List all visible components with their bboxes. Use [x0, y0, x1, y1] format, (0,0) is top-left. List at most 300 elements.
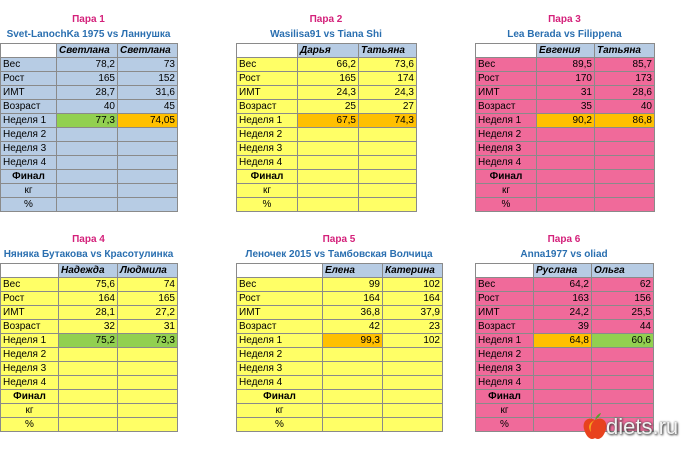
value-cell[interactable] [323, 404, 383, 418]
value-cell[interactable] [537, 142, 595, 156]
table-row [1, 58, 178, 72]
value-cell[interactable]: 44 [592, 320, 654, 334]
pair-label: Пара 5 [322, 234, 356, 245]
row-label: Вес [1, 278, 59, 292]
value-cell[interactable] [298, 142, 359, 156]
value-cell[interactable]: 31 [118, 320, 178, 334]
table-row [237, 334, 443, 348]
pair-title: Lea Berada vs Filippena [507, 29, 622, 40]
table-row [1, 334, 178, 348]
row-label: Неделя 3 [237, 362, 323, 376]
value-cell[interactable] [57, 156, 118, 170]
table-row [476, 348, 654, 362]
value-cell[interactable]: 165 [118, 292, 178, 306]
pair-label: Пара 3 [548, 14, 581, 25]
value-cell[interactable]: 40 [595, 100, 655, 114]
value-cell[interactable] [57, 170, 118, 184]
table-header-row [1, 44, 178, 58]
value-cell[interactable]: 73,3 [118, 334, 178, 348]
value-cell[interactable] [592, 376, 654, 390]
table-header-row [1, 264, 178, 278]
participant-name: Дарья [298, 44, 359, 58]
value-cell[interactable] [383, 418, 443, 432]
table-row [1, 72, 178, 86]
value-cell[interactable] [383, 376, 443, 390]
table-row [1, 156, 178, 170]
table-header-row [237, 44, 417, 58]
value-cell[interactable]: 173 [595, 72, 655, 86]
value-cell[interactable]: 90,2 [537, 114, 595, 128]
table-row [237, 58, 417, 72]
value-cell[interactable]: 102 [383, 334, 443, 348]
value-cell[interactable]: 74,05 [118, 114, 178, 128]
value-cell[interactable]: 45 [118, 100, 178, 114]
row-label: Неделя 1 [1, 334, 59, 348]
value-cell[interactable] [595, 156, 655, 170]
row-label: Неделя 1 [237, 114, 298, 128]
value-cell[interactable] [118, 142, 178, 156]
value-cell[interactable] [118, 348, 178, 362]
row-label: Возраст [476, 320, 534, 334]
value-cell[interactable]: 164 [59, 292, 118, 306]
table-row [476, 142, 655, 156]
diets-logo [582, 410, 694, 444]
value-cell[interactable] [118, 362, 178, 376]
value-cell[interactable]: 36,8 [323, 306, 383, 320]
row-label: Неделя 2 [237, 128, 298, 142]
table-header-row [476, 44, 655, 58]
value-cell[interactable]: 64,2 [534, 278, 592, 292]
row-label: Финал [476, 170, 537, 184]
table-row [237, 156, 417, 170]
table-row [476, 170, 655, 184]
row-label: Неделя 4 [237, 156, 298, 170]
value-cell[interactable]: 24,2 [534, 306, 592, 320]
value-cell[interactable]: 24,3 [298, 86, 359, 100]
pair-label: Пара 1 [72, 14, 105, 25]
table-row [1, 170, 178, 184]
row-label: ИМТ [1, 306, 59, 320]
row-label: Вес [476, 58, 537, 72]
value-cell[interactable] [595, 184, 655, 198]
value-cell[interactable] [595, 128, 655, 142]
table-row [237, 100, 417, 114]
value-cell[interactable] [323, 348, 383, 362]
row-label: Неделя 2 [1, 128, 57, 142]
table-row [237, 142, 417, 156]
value-cell[interactable]: 156 [592, 292, 654, 306]
row-label: Неделя 4 [476, 156, 537, 170]
value-cell[interactable] [359, 198, 417, 212]
value-cell[interactable] [298, 198, 359, 212]
table-row [237, 348, 443, 362]
table-row [476, 114, 655, 128]
row-label: ИМТ [476, 86, 537, 100]
table-row [476, 320, 654, 334]
value-cell[interactable] [537, 156, 595, 170]
pair-title: Wasilisa91 vs Tiana Shi [270, 29, 382, 40]
value-cell[interactable] [595, 198, 655, 212]
value-cell[interactable] [595, 142, 655, 156]
row-label: Возраст [1, 100, 57, 114]
table-row [237, 86, 417, 100]
row-label: Рост [476, 72, 537, 86]
table-row [1, 320, 178, 334]
value-cell[interactable]: 32 [59, 320, 118, 334]
row-label: Неделя 2 [237, 348, 323, 362]
table-header-row [237, 264, 443, 278]
header-blank-cell [237, 264, 323, 278]
row-label: Финал [476, 390, 534, 404]
value-cell[interactable]: 28,7 [57, 86, 118, 100]
row-label: Вес [237, 278, 323, 292]
value-cell[interactable] [118, 156, 178, 170]
value-cell[interactable] [57, 184, 118, 198]
row-label: Вес [1, 58, 57, 72]
value-cell[interactable]: 165 [57, 72, 118, 86]
row-label: кг [237, 404, 323, 418]
row-label: Неделя 2 [476, 348, 534, 362]
row-label: Неделя 3 [476, 142, 537, 156]
row-label: Неделя 4 [237, 376, 323, 390]
pair-label: Пара 6 [547, 234, 581, 245]
row-label: Неделя 3 [237, 142, 298, 156]
apple-icon [582, 412, 608, 442]
value-cell[interactable] [118, 376, 178, 390]
row-label: Неделя 3 [1, 142, 57, 156]
row-label: Рост [237, 72, 298, 86]
table-row [237, 292, 443, 306]
value-cell[interactable]: 77,3 [57, 114, 118, 128]
row-label: кг [1, 184, 57, 198]
row-label: Финал [237, 390, 323, 404]
header-blank-cell [237, 44, 298, 58]
value-cell[interactable]: 73,6 [359, 58, 417, 72]
row-label: Неделя 1 [476, 334, 534, 348]
value-cell[interactable] [59, 418, 118, 432]
value-cell[interactable] [298, 170, 359, 184]
value-cell[interactable] [383, 404, 443, 418]
table-row [476, 156, 655, 170]
value-cell[interactable]: 60,6 [592, 334, 654, 348]
value-cell[interactable]: 174 [359, 72, 417, 86]
value-cell[interactable] [298, 128, 359, 142]
value-cell[interactable] [118, 390, 178, 404]
table-row [237, 170, 417, 184]
row-label: % [237, 198, 298, 212]
value-cell[interactable] [383, 390, 443, 404]
table-row [1, 278, 178, 292]
table-row [476, 306, 654, 320]
participant-name: Людмила [118, 264, 178, 278]
row-label: кг [1, 404, 59, 418]
value-cell[interactable] [118, 184, 178, 198]
row-label: Финал [1, 170, 57, 184]
table-row [1, 292, 178, 306]
value-cell[interactable] [359, 184, 417, 198]
table-row [1, 404, 178, 418]
row-label: % [476, 418, 534, 432]
table-row [476, 278, 654, 292]
value-cell[interactable] [595, 170, 655, 184]
row-label: Финал [237, 170, 298, 184]
row-label: кг [476, 404, 534, 418]
value-cell[interactable] [118, 404, 178, 418]
value-cell[interactable] [59, 376, 118, 390]
row-label: % [476, 198, 537, 212]
row-label: Неделя 4 [476, 376, 534, 390]
table-row [1, 348, 178, 362]
value-cell[interactable]: 28,1 [59, 306, 118, 320]
value-cell[interactable]: 99,3 [323, 334, 383, 348]
value-cell[interactable] [118, 170, 178, 184]
value-cell[interactable]: 62 [592, 278, 654, 292]
row-label: Неделя 1 [237, 334, 323, 348]
row-label: ИМТ [237, 306, 323, 320]
pair-title: Леночек 2015 vs Тамбовская Волчица [245, 249, 433, 260]
row-label: Возраст [476, 100, 537, 114]
value-cell[interactable] [323, 390, 383, 404]
value-cell[interactable]: 31,6 [118, 86, 178, 100]
row-label: % [237, 418, 323, 432]
value-cell[interactable] [298, 184, 359, 198]
table-row [476, 72, 655, 86]
table-row [1, 128, 178, 142]
table-row [1, 100, 178, 114]
table-row [476, 58, 655, 72]
participant-name: Татьяна [595, 44, 655, 58]
participant-name: Светлана [57, 44, 118, 58]
table-row [237, 198, 417, 212]
row-label: Рост [476, 292, 534, 306]
weight-table [475, 43, 655, 212]
value-cell[interactable]: 75,2 [59, 334, 118, 348]
value-cell[interactable]: 165 [298, 72, 359, 86]
table-row [1, 142, 178, 156]
row-label: Неделя 4 [1, 156, 57, 170]
row-label: Неделя 3 [476, 362, 534, 376]
value-cell[interactable]: 163 [534, 292, 592, 306]
row-label: Вес [237, 58, 298, 72]
value-cell[interactable]: 25 [298, 100, 359, 114]
value-cell[interactable]: 28,6 [595, 86, 655, 100]
value-cell[interactable] [359, 156, 417, 170]
value-cell[interactable]: 74,3 [359, 114, 417, 128]
value-cell[interactable]: 78,2 [57, 58, 118, 72]
row-label: % [1, 418, 59, 432]
row-label: % [1, 198, 57, 212]
value-cell[interactable] [323, 418, 383, 432]
table-row [1, 362, 178, 376]
row-label: ИМТ [1, 86, 57, 100]
participant-name: Ольга [592, 264, 654, 278]
value-cell[interactable] [383, 362, 443, 376]
table-header-row [476, 264, 654, 278]
value-cell[interactable] [359, 128, 417, 142]
value-cell[interactable]: 27 [359, 100, 417, 114]
table-row [476, 292, 654, 306]
table-row [237, 418, 443, 432]
value-cell[interactable]: 24,3 [359, 86, 417, 100]
table-row [476, 376, 654, 390]
value-cell[interactable] [534, 348, 592, 362]
value-cell[interactable]: 40 [57, 100, 118, 114]
table-row [237, 320, 443, 334]
table-row [476, 390, 654, 404]
value-cell[interactable] [537, 128, 595, 142]
value-cell[interactable]: 152 [118, 72, 178, 86]
value-cell[interactable]: 85,7 [595, 58, 655, 72]
table-row [237, 278, 443, 292]
participant-name: Елена [323, 264, 383, 278]
pair-title: Anna1977 vs oliad [520, 249, 608, 260]
value-cell[interactable]: 37,9 [383, 306, 443, 320]
value-cell[interactable]: 89,5 [537, 58, 595, 72]
value-cell[interactable] [592, 390, 654, 404]
value-cell[interactable]: 75,6 [59, 278, 118, 292]
value-cell[interactable] [534, 362, 592, 376]
table-row [1, 198, 178, 212]
table-row [237, 114, 417, 128]
table-row [1, 184, 178, 198]
value-cell[interactable]: 164 [323, 292, 383, 306]
value-cell[interactable] [57, 128, 118, 142]
value-cell[interactable]: 27,2 [118, 306, 178, 320]
table-row [237, 72, 417, 86]
table-row [237, 128, 417, 142]
row-label: Возраст [237, 100, 298, 114]
value-cell[interactable] [118, 418, 178, 432]
table-row [476, 198, 655, 212]
row-label: ИМТ [237, 86, 298, 100]
value-cell[interactable] [59, 362, 118, 376]
participant-name: Надежда [59, 264, 118, 278]
value-cell[interactable]: 64,8 [534, 334, 592, 348]
value-cell[interactable] [57, 142, 118, 156]
header-blank-cell [1, 44, 57, 58]
value-cell[interactable] [323, 362, 383, 376]
value-cell[interactable]: 170 [537, 72, 595, 86]
weight-table [475, 263, 654, 432]
pair-title: Svet-LanochKa 1975 vs Ланнушка [6, 29, 171, 40]
row-label: кг [476, 184, 537, 198]
weight-table [236, 263, 443, 432]
value-cell[interactable] [59, 404, 118, 418]
table-row [237, 362, 443, 376]
value-cell[interactable] [57, 198, 118, 212]
row-label: Неделя 2 [476, 128, 537, 142]
header-blank-cell [476, 44, 537, 58]
table-row [1, 376, 178, 390]
table-row [476, 362, 654, 376]
row-label: Возраст [1, 320, 59, 334]
value-cell[interactable]: 73 [118, 58, 178, 72]
table-row [1, 86, 178, 100]
value-cell[interactable] [537, 198, 595, 212]
row-label: Неделя 1 [1, 114, 57, 128]
value-cell[interactable]: 67,5 [298, 114, 359, 128]
row-label: Неделя 3 [1, 362, 59, 376]
header-blank-cell [476, 264, 534, 278]
table-row [237, 404, 443, 418]
value-cell[interactable] [592, 362, 654, 376]
logo-text: diets.ru [606, 414, 679, 439]
row-label: Неделя 2 [1, 348, 59, 362]
row-label: Рост [1, 72, 57, 86]
row-label: Неделя 4 [1, 376, 59, 390]
weight-table [0, 263, 178, 432]
value-cell[interactable]: 25,5 [592, 306, 654, 320]
pair-title: Няняка Бутакова vs Красотулинка [3, 249, 174, 260]
value-cell[interactable] [537, 184, 595, 198]
value-cell[interactable]: 23 [383, 320, 443, 334]
table-row [237, 376, 443, 390]
participant-name: Руслана [534, 264, 592, 278]
value-cell[interactable] [118, 198, 178, 212]
participant-name: Светлана [118, 44, 178, 58]
value-cell[interactable] [298, 156, 359, 170]
table-row [476, 86, 655, 100]
weight-table [0, 43, 178, 212]
value-cell[interactable] [359, 170, 417, 184]
table-row [476, 184, 655, 198]
pair-label: Пара 2 [309, 14, 343, 25]
row-label: Финал [1, 390, 59, 404]
table-row [237, 306, 443, 320]
value-cell[interactable]: 99 [323, 278, 383, 292]
table-row [1, 390, 178, 404]
value-cell[interactable]: 31 [537, 86, 595, 100]
table-row [476, 334, 654, 348]
value-cell[interactable] [592, 348, 654, 362]
value-cell[interactable] [537, 170, 595, 184]
value-cell[interactable] [359, 142, 417, 156]
value-cell[interactable] [59, 348, 118, 362]
table-row [476, 128, 655, 142]
row-label: ИМТ [476, 306, 534, 320]
table-row [476, 100, 655, 114]
value-cell[interactable]: 86,8 [595, 114, 655, 128]
participant-name: Евгения [537, 44, 595, 58]
pair-label: Пара 4 [72, 234, 105, 245]
value-cell[interactable]: 35 [537, 100, 595, 114]
value-cell[interactable]: 164 [383, 292, 443, 306]
value-cell[interactable]: 66,2 [298, 58, 359, 72]
header-blank-cell [1, 264, 59, 278]
row-label: Вес [476, 278, 534, 292]
value-cell[interactable] [323, 376, 383, 390]
value-cell[interactable] [534, 390, 592, 404]
table-row [237, 184, 417, 198]
value-cell[interactable] [534, 376, 592, 390]
participant-name: Катерина [383, 264, 443, 278]
value-cell[interactable] [118, 128, 178, 142]
value-cell[interactable] [59, 390, 118, 404]
row-label: кг [237, 184, 298, 198]
value-cell[interactable]: 42 [323, 320, 383, 334]
table-row [1, 306, 178, 320]
table-row [237, 390, 443, 404]
value-cell[interactable]: 102 [383, 278, 443, 292]
value-cell[interactable] [383, 348, 443, 362]
row-label: Рост [237, 292, 323, 306]
row-label: Рост [1, 292, 59, 306]
value-cell[interactable]: 74 [118, 278, 178, 292]
weight-table [236, 43, 417, 212]
table-row [1, 418, 178, 432]
row-label: Неделя 1 [476, 114, 537, 128]
value-cell[interactable]: 39 [534, 320, 592, 334]
